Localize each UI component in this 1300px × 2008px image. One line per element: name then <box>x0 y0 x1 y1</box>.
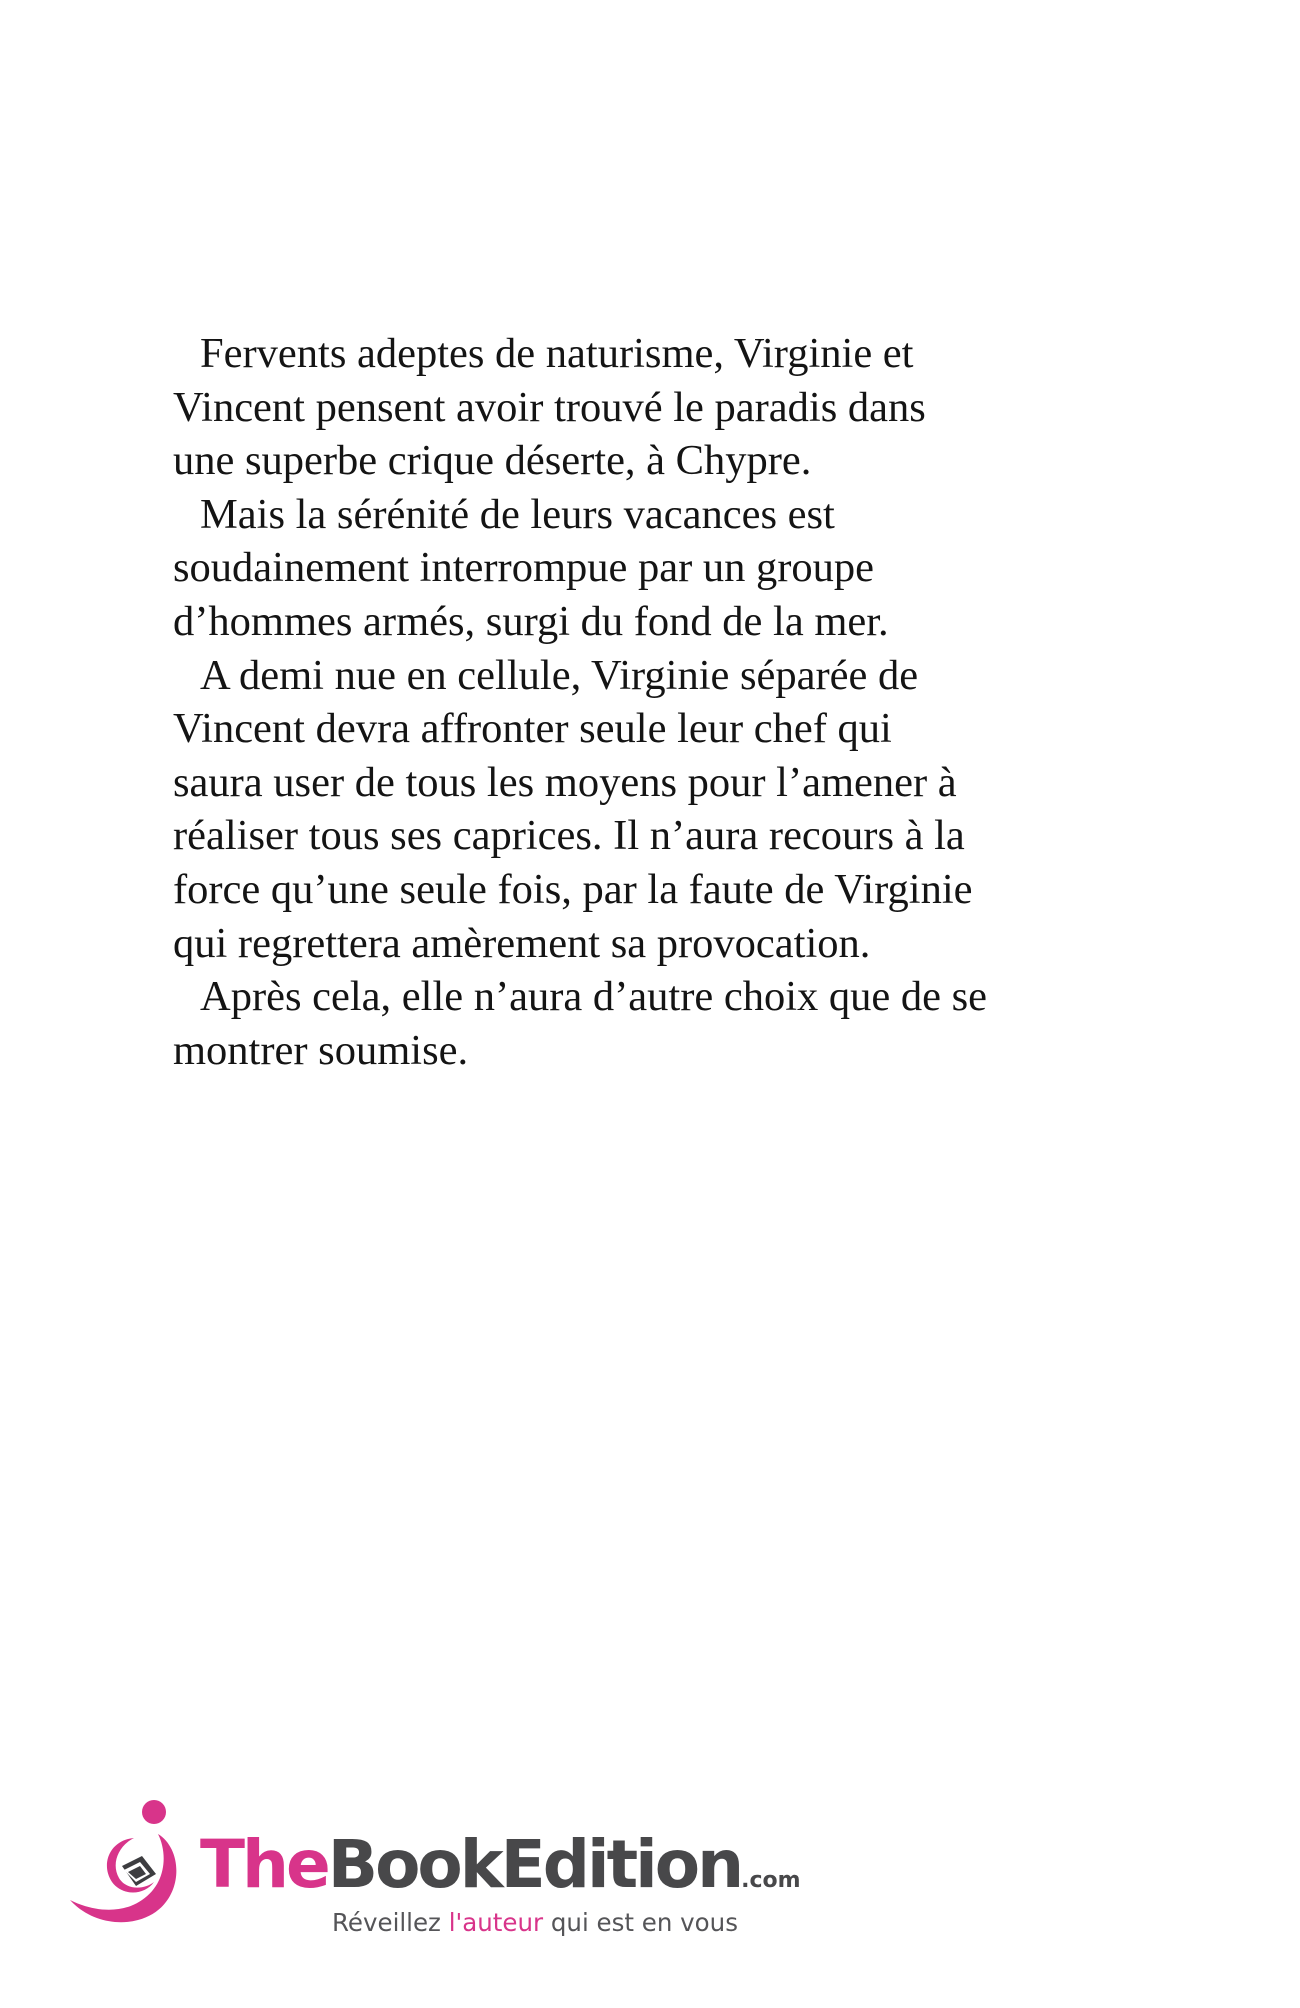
blurb-line: soudainement interrompue par un groupe <box>173 544 875 592</box>
back-cover-blurb <box>173 327 1073 1077</box>
blurb-paragraph <box>173 649 1073 971</box>
blurb-line: réaliser tous ses caprices. Il n’aura recours à la <box>173 812 965 860</box>
logo-domain-suffix: .com <box>741 1868 801 1893</box>
logo-tagline <box>332 1908 738 1937</box>
logo-name-part1: The <box>200 1826 328 1903</box>
blurb-line: qui regrettera amèrement sa provocation. <box>173 919 871 967</box>
blurb-line: force qu’une seule fois, par la faute de Virginie <box>173 865 973 913</box>
tagline-after: qui est en vous <box>543 1908 738 1937</box>
logo-name-part2: BookEdition <box>327 1826 742 1903</box>
blurb-line: Mais la sérénité de leurs vacances est <box>200 490 835 538</box>
blurb-line: Fervents adeptes de naturisme, Virginie et <box>200 330 914 377</box>
blurb-line: montrer soumise. <box>173 1026 469 1074</box>
publisher-logo <box>66 1796 866 1946</box>
blurb-line: Après cela, elle n’aura d’autre choix que de se <box>200 973 988 1021</box>
blurb-line: une superbe crique déserte, à Chypre. <box>173 437 812 485</box>
blurb-line: Vincent pensent avoir trouvé le paradis dans <box>173 383 926 431</box>
blurb-paragraph <box>173 327 1073 488</box>
logo-wordmark <box>200 1826 801 1914</box>
tagline-before: Réveillez <box>332 1908 449 1937</box>
tagline-accent: l'auteur <box>448 1908 544 1937</box>
blurb-line: Vincent devra affronter seule leur chef qui <box>173 705 892 753</box>
blurb-line: A demi nue en cellule, Virginie séparée de <box>200 651 919 699</box>
blurb-line: d’hommes armés, surgi du fond de la mer. <box>173 597 889 645</box>
blurb-paragraph <box>173 488 1073 649</box>
person-book-logo-icon <box>66 1796 196 1926</box>
blurb-paragraph <box>173 970 1073 1077</box>
blurb-line: saura user de tous les moyens pour l’amener à <box>173 758 957 806</box>
